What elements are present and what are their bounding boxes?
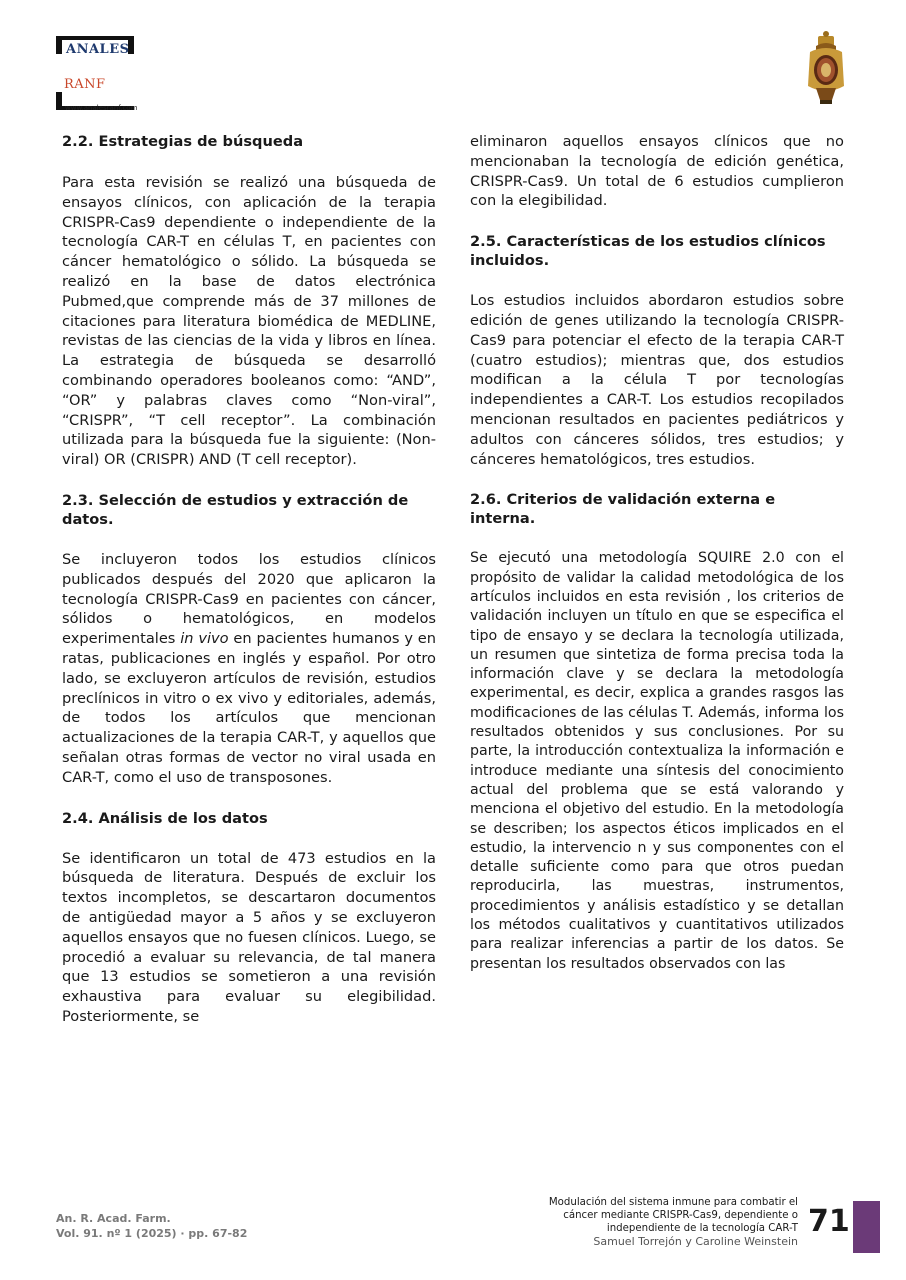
journal-volume: Vol. 91. nº 1 (2025) · pp. 67-82 — [56, 1226, 248, 1240]
journal-citation — [56, 1212, 247, 1241]
logo-url: www.analesranf.com — [65, 104, 138, 112]
royal-academy-crest-icon — [804, 30, 848, 106]
page-number: 71 — [808, 1204, 850, 1239]
section-2-3-paragraph — [62, 550, 436, 788]
page-tab-marker — [853, 1201, 880, 1253]
section-2-4-paragraph: Se identificaron un total de 473 estudios en la búsqueda de literatura. Después de excluir los textos incompletos, se descartaron documentos de antigüedad mayor a 5 años y se excluyeron aquellos ensayos que no fuesen clínicos. Luego, se procedió a evaluar su relevancia, de tal manera que 13 estudios se sometieron a una revisión exhaustiva para evaluar su elegibilidad. Posteriormente, se — [62, 849, 436, 1025]
section-2-3-text-a: Se incluyeron todos los estudios clínicos publicados después del 2020 que aplicaron la tecnología CRISPR-Cas9 en pacientes con cáncer, sólidos o hematológicos, en modelos experimentales — [62, 550, 436, 648]
logo-bracket-top — [56, 36, 134, 40]
section-2-6-heading: 2.6. Criterios de validación externa e interna. — [470, 491, 776, 528]
logo-anales-text: ANALES — [66, 42, 130, 57]
section-2-3-italic: in vivo — [180, 630, 229, 648]
running-title-line-1: Modulación del sistema inmune para combatir el — [548, 1197, 798, 1208]
left-column — [62, 132, 436, 1027]
running-title-line-2: cáncer mediante CRISPR-Cas9, dependiente o — [563, 1210, 798, 1221]
logo-ranf-text: RANF — [64, 77, 106, 92]
journal-name: An. R. Acad. Farm. — [56, 1212, 171, 1225]
running-title — [458, 1196, 798, 1248]
authors: Samuel Torrejón y Caroline Weinstein — [593, 1235, 798, 1248]
logo-bracket-top-left — [56, 36, 62, 54]
section-2-5-heading: 2.5. Características de los estudios clínicos incluidos. — [470, 233, 826, 270]
section-2-6-paragraph: Se ejecutó una metodología SQUIRE 2.0 con el propósito de validar la calidad metodológica de los artículos incluidos en esta revisión , los criterios de validación incluyen un título en que se especifica el tipo de ensayo y se declara la tecnología utilizada, un resumen que sintetiza de forma precisa toda la información clave y se declara la metodología experimental, es decir, explica a grandes rasgos las modificaciones de las células T. Además, informa los resultados obtenidos y sus conclusiones. Por su parte, la introducción contextualiza la información e introduce mediante una síntesis del conocimiento actual del problema que se está valorando y menciona el objetivo del estudio. En la metodología se describen; los aspectos éticos implicados en el estudio, la intervencio n y sus componentes con el detalle suficiente como para que otros puedan reproducirla, las muestras, instrumentos, procedimientos y análisis estadístico y se detallan los métodos cualitativos y cuantitativos utilizados para realizar inferencias a partir de los datos. Se presentan los resultados observados con las — [470, 550, 844, 972]
section-2-2-paragraph: Para esta revisión se realizó una búsqueda de ensayos clínicos, con aplicación de la terapia CRISPR-Cas9 dependiente o independiente de la tecnología CAR-T en células T, en pacientes con cáncer hematológico o sólido. La búsqueda se realizó en la base de datos electrónica Pubmed,que comprende más de 37 millones de citaciones para literatura biomédica de MEDLINE, revistas de las ciencias de la vida y libros en línea. La estrategia de búsqueda se desarrolló combinando operadores booleanos como: “AND”, “OR” y palabras claves como “Non-viral”, “CRISPR”, “T cell receptor”. La combinación utilizada para la búsqueda fue la siguiente: (Non-viral) OR (CRISPR) AND (T cell receptor). — [62, 174, 436, 469]
anales-ranf-logo — [56, 36, 176, 116]
section-2-3-heading: 2.3. Selección de estudios y extracción de datos. — [62, 491, 409, 528]
right-column — [470, 132, 844, 974]
section-2-4-continuation: eliminaron aquellos ensayos clínicos que no mencionaban la tecnología de edición genética, CRISPR-Cas9. Un total de 6 estudios cumplieron con la elegibilidad. — [470, 133, 844, 210]
section-2-2-heading: 2.2. Estrategias de búsqueda — [62, 133, 304, 150]
running-title-line-3: independiente de la tecnología CAR-T — [606, 1223, 798, 1234]
section-2-5-paragraph: Los estudios incluidos abordaron estudios sobre edición de genes utilizando la tecnología CRISPR-Cas9 para potenciar el efecto de la terapia CAR-T (cuatro estudios); mientras que, dos estudios modifican a la célula T por tecnologías independientes a CAR-T. Los estudios recopilados mencionan resultados en pacientes pediátricos y adultos con cánceres sólidos, tres estudios; y cánceres hematológicos, tres estudios. — [470, 292, 844, 468]
section-2-4-heading: 2.4. Análisis de los datos — [62, 809, 268, 827]
section-2-3-text-b: en pacientes humanos y en ratas, publicaciones en inglés y español. Por otro lado, se excluyeron artículos de revisión, estudios preclínicos in vitro o ex vivo y editoriales, además, de todos los artículos que mencionan actualizaciones de la terapia CAR-T, y aquellos que señalan otras formas de vector no viral usada en CAR-T, como el uso de transposones. — [62, 630, 436, 786]
